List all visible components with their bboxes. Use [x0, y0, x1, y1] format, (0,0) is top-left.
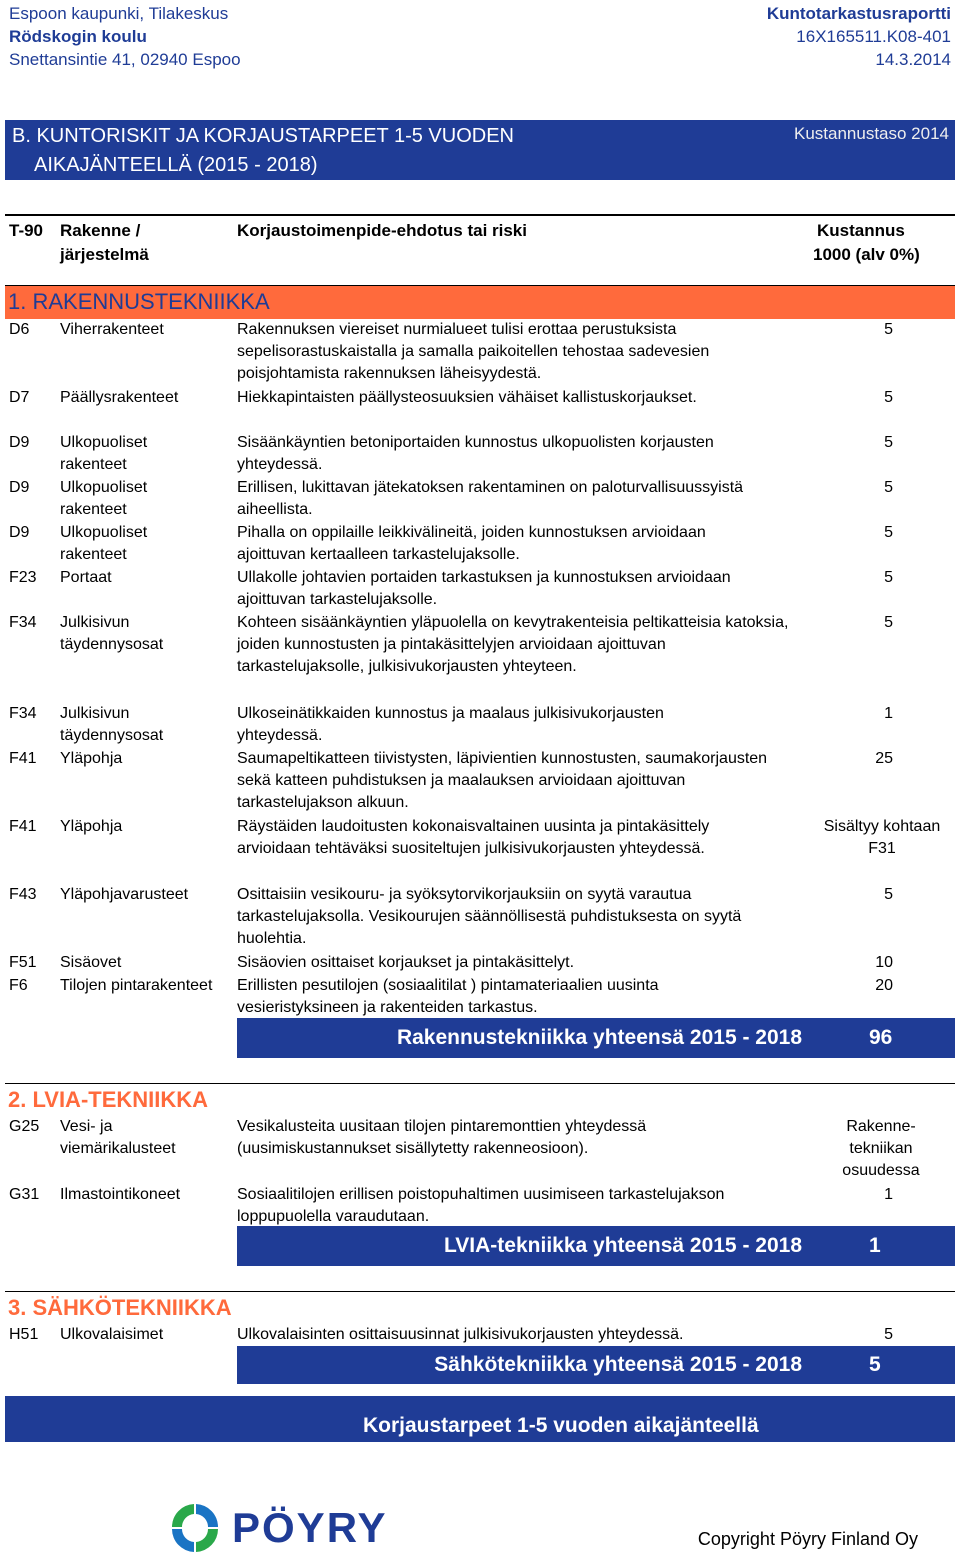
row-action: Erillisten pesutilojen (sosiaalitilat ) pintamateriaalien uusinta vesieristyksineen ja rakenteiden tarkastus.	[237, 977, 659, 1016]
row-cost: 10	[875, 954, 893, 971]
row-code: F41	[9, 818, 37, 835]
section-lvia-tekniikka	[5, 1083, 955, 1117]
section-rakennustekniikka	[5, 285, 955, 319]
row-cost: 5	[884, 524, 893, 541]
poyry-logo-text: PÖYRY	[232, 1504, 388, 1551]
total-value: 96	[869, 1026, 893, 1049]
row-cost: 5	[884, 389, 893, 406]
row-action: Ulkoseinätikkaiden kunnostus ja maalaus julkisivukorjausten yhteydessä.	[237, 705, 664, 744]
total-label: Rakennustekniikka yhteensä 2015 - 2018	[396, 1026, 802, 1049]
row-structure: Vesi- ja viemärikalusteet	[60, 1118, 176, 1157]
section-title: 2. LVIA-TEKNIIKKA	[8, 1087, 209, 1112]
school-name: Rödskogin koulu	[9, 27, 147, 46]
grand-total-banner	[5, 1396, 955, 1442]
row-cost: Rakenne-tekniikan osuudessa	[842, 1118, 920, 1179]
row-code: G31	[9, 1186, 40, 1203]
row-structure: Ilmastointikoneet	[60, 1186, 181, 1203]
row-action: Osittaisiin vesikouru- ja syöksytorvikorjauksiin on syytä varautua tarkastelujaksolla. Vesikourujen säännöllisestä puhdistuksesta on syytä huolehtia.	[237, 886, 742, 947]
row-structure: Sisäovet	[60, 954, 122, 971]
row-action: Pihalla on oppilaille leikkivälineitä, joiden kunnostuksen arvioidaan ajoittuvan kertaalleen tarkastelujaksolle.	[237, 524, 706, 563]
row-structure: Yläpohja	[60, 750, 123, 767]
header-cost-2: 1000 (alv 0%)	[813, 245, 920, 264]
total-sahkotekniikka	[237, 1346, 955, 1384]
row-structure: Julkisivun täydennysosat	[60, 614, 164, 653]
cost-level: Kustannustaso 2014	[793, 124, 949, 143]
header-structure-2: järjestelmä	[60, 245, 149, 264]
row-cost: 1	[884, 705, 893, 722]
row-code: F34	[9, 705, 37, 722]
header-action: Korjaustoimenpide-ehdotus tai riski	[237, 221, 527, 240]
row-code: D9	[9, 479, 30, 496]
row-cost: 5	[884, 886, 893, 903]
header-structure-1: Rakenne /	[60, 221, 141, 240]
row-action: Ulkovalaisinten osittaisuusinnat julkisivukorjausten yhteydessä.	[237, 1326, 684, 1343]
header-cost-1: Kustannus	[817, 221, 905, 240]
table-header	[5, 214, 955, 277]
poyry-logo	[160, 1500, 450, 1560]
row-cost: 1	[884, 1186, 893, 1203]
row-action: Räystäiden laudoitusten kokonaisvaltainen uusinta ja pintakäsittely arvioidaan tehtäväksi suositeltujen julkisivukorjausten yhteydessä.	[237, 818, 710, 857]
row-cost: 5	[884, 614, 893, 631]
row-structure: Viherrakenteet	[60, 321, 164, 338]
row-structure: Ulkopuoliset rakenteet	[60, 479, 148, 518]
row-code: D7	[9, 389, 30, 406]
total-lvia-tekniikka	[237, 1226, 955, 1266]
banner-title-line1: B. KUNTORISKIT JA KORJAUSTARPEET 1-5 VUODEN	[12, 125, 514, 147]
section-title: 1. RAKENNUSTEKNIIKKA	[8, 289, 270, 314]
row-structure: Yläpohjavarusteet	[60, 886, 189, 903]
row-action: Erillisen, lukittavan jätekatoksen rakentaminen on paloturvallisuussyistä aiheellista.	[237, 479, 744, 518]
total-label: LVIA-tekniikka yhteensä 2015 - 2018	[444, 1234, 802, 1257]
report-date: 14.3.2014	[875, 50, 951, 69]
row-cost: Sisältyy kohtaan F31	[823, 818, 941, 857]
row-code: F41	[9, 750, 37, 767]
row-action: Vesikalusteita uusitaan tilojen pintaremonttien yhteydessä (uusimiskustannukset sisällytetty rakenneosioon).	[237, 1118, 647, 1157]
row-action: Saumapeltikatteen tiivistysten, läpivientien kunnostusten, saumakorjausten sekä katteen puhdistuksen ja maalauksen arvioidaan ajoittuvan tarkastelujakson alkuun.	[237, 750, 768, 811]
total-rakennustekniikka	[237, 1018, 955, 1058]
row-cost: 5	[884, 569, 893, 586]
row-code: D9	[9, 524, 30, 541]
row-cost: 5	[884, 1326, 893, 1343]
address: Snettansintie 41, 02940 Espoo	[9, 50, 241, 69]
row-structure: Portaat	[60, 569, 112, 586]
row-action: Hiekkapintaisten päällysteosuuksien vähäiset kallistuskorjaukset.	[237, 389, 697, 406]
row-structure: Yläpohja	[60, 818, 123, 835]
banner-title-line2: AIKAJÄNTEELLÄ (2015 - 2018)	[34, 154, 318, 176]
row-code: F34	[9, 614, 37, 631]
total-value: 1	[869, 1234, 881, 1257]
poyry-logo-icon	[160, 1500, 230, 1554]
row-structure: Ulkopuoliset rakenteet	[60, 524, 148, 563]
row-code: D9	[9, 434, 30, 451]
header-code: T-90	[9, 221, 44, 240]
row-code: F23	[9, 569, 37, 586]
row-cost: 20	[875, 977, 893, 994]
row-structure: Ulkovalaisimet	[60, 1326, 164, 1343]
row-code: F51	[9, 954, 37, 971]
section-title: 3. SÄHKÖTEKNIIKKA	[8, 1295, 232, 1320]
grand-total-label: Korjaustarpeet 1-5 vuoden aikajänteellä	[363, 1414, 759, 1437]
row-cost: 5	[884, 479, 893, 496]
row-code: G25	[9, 1118, 40, 1135]
row-structure: Ulkopuoliset rakenteet	[60, 434, 148, 473]
row-action: Sosiaalitilojen erillisen poistopuhaltimen uusimiseen tarkastelujakson loppupuolella varaudutaan.	[237, 1186, 725, 1225]
total-label: Sähkötekniikka yhteensä 2015 - 2018	[434, 1353, 802, 1376]
row-code: D6	[9, 321, 30, 338]
row-cost: 5	[884, 434, 893, 451]
report-id: 16X165511.K08-401	[796, 27, 951, 46]
total-value: 5	[869, 1353, 881, 1376]
report-type: Kuntotarkastusraportti	[766, 4, 951, 23]
row-code: H51	[9, 1326, 39, 1343]
row-code: F6	[9, 977, 28, 994]
row-structure: Julkisivun täydennysosat	[60, 705, 164, 744]
row-structure: Päällysrakenteet	[60, 389, 179, 406]
org-name: Espoon kaupunki, Tilakeskus	[9, 4, 229, 23]
row-code: F43	[9, 886, 37, 903]
copyright: Copyright Pöyry Finland Oy	[697, 1529, 918, 1549]
row-action: Sisäovien osittaiset korjaukset ja pintakäsittelyt.	[237, 954, 575, 971]
row-action: Kohteen sisäänkäyntien yläpuolella on kevytrakenteisia peltikatteisia katoksia, joiden kunnostusten ja pintakäsittelyjen arvioidaan ajoittuvan tarkastelujaksolle, julkisivukorjausten yhteyteen.	[237, 614, 789, 675]
row-structure: Tilojen pintarakenteet	[60, 977, 213, 994]
section-sahkotekniikka	[5, 1291, 955, 1325]
row-action: Ullakolle johtavien portaiden tarkastuksen ja kunnostuksen arvioidaan ajoittuvan tarkastelujaksolle.	[237, 569, 731, 608]
row-action: Sisäänkäyntien betoniportaiden kunnostus ulkopuolisten korjausten yhteydessä.	[237, 434, 714, 473]
title-banner	[5, 120, 955, 180]
row-cost: 25	[875, 750, 893, 767]
row-cost: 5	[884, 321, 893, 338]
row-action: Rakennuksen viereiset nurmialueet tulisi erottaa perustuksista sepelisorastuskaistalla ja samalla paikoitellen tehostaa sadevesien poisjohtamista rakennuksen läheisyydestä.	[237, 321, 710, 382]
